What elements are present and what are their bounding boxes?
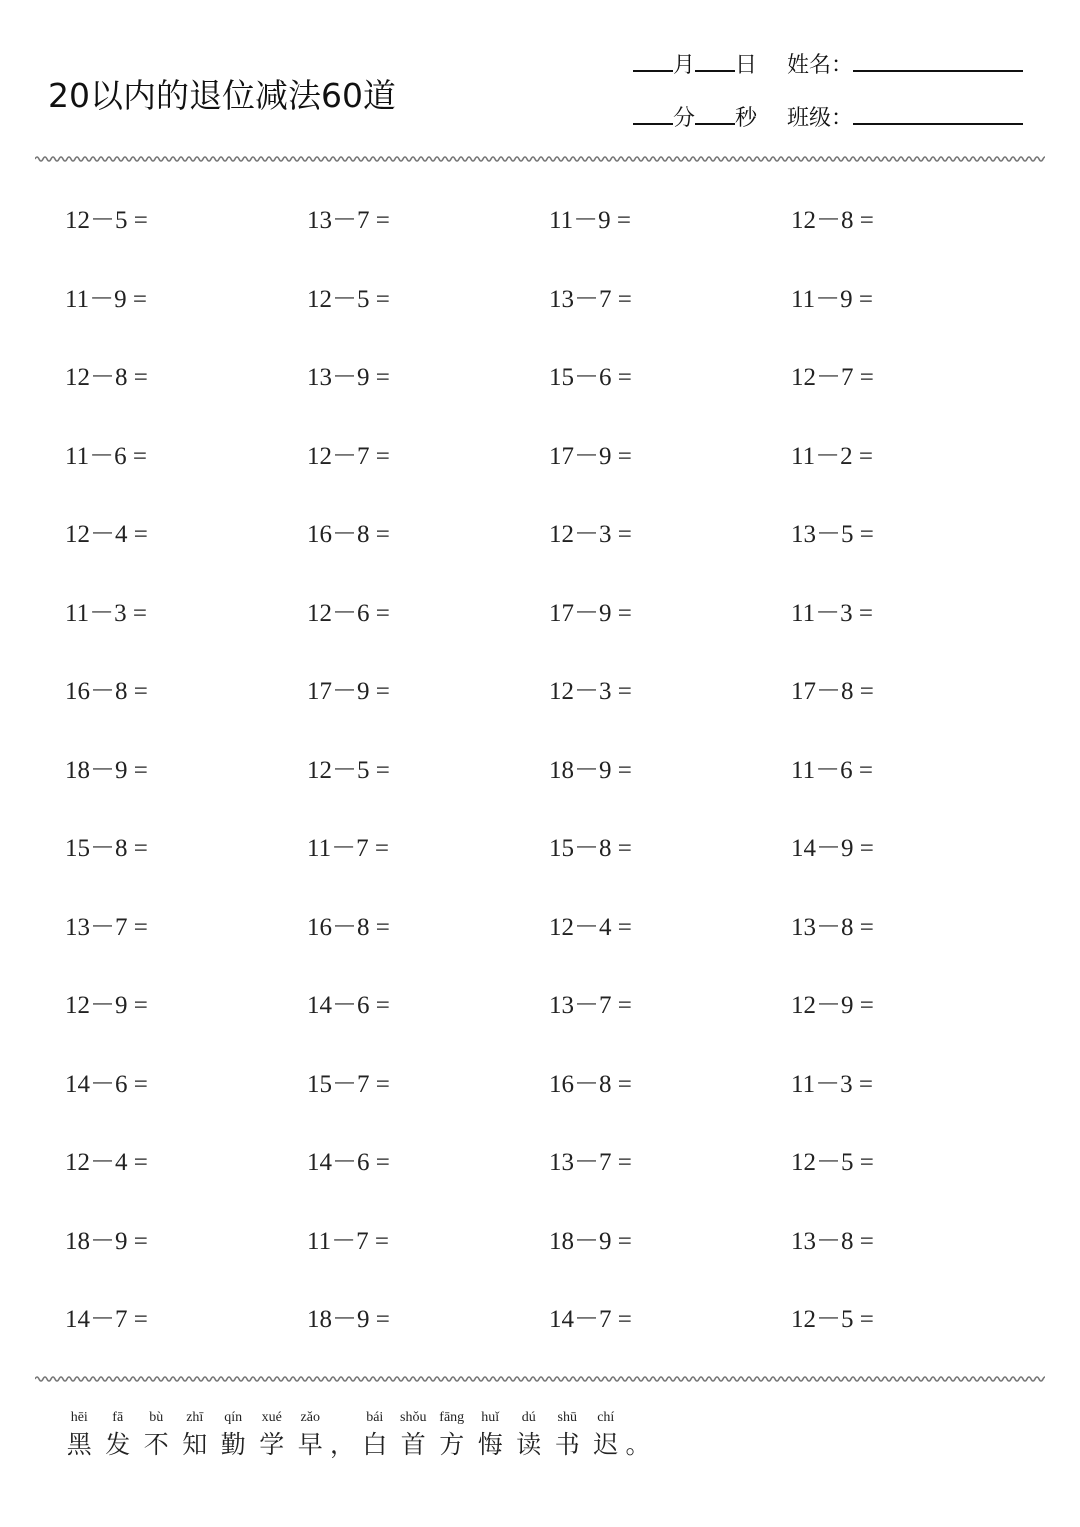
problem-cell: 13－8 = [791, 913, 874, 941]
proverb-char [548, 1410, 587, 1462]
problem-cell: 12－4 = [65, 1149, 148, 1176]
problem-cell: 16－8 = [307, 521, 390, 548]
proverb-char [99, 1410, 138, 1462]
problem-cell: 12－8 = [65, 364, 148, 391]
problem-cell: 15－8 = [549, 835, 632, 862]
hanzi-char: 。 [625, 1430, 651, 1459]
problem-cell: 18－9 = [307, 1306, 390, 1333]
problem-cell: 11－7 = [307, 1227, 389, 1255]
hanzi-char: 早 [297, 1430, 323, 1459]
hanzi-char: 知 [182, 1430, 208, 1459]
problem-cell: 12－3 = [549, 521, 632, 548]
proverb-char [433, 1410, 472, 1462]
time-class-row [633, 101, 1023, 132]
class-blank[interactable] [853, 101, 1023, 125]
problem-cell: 18－9 = [65, 1227, 148, 1255]
day-blank[interactable] [695, 48, 735, 72]
minute-blank[interactable] [633, 101, 673, 125]
minute-label: 分 [673, 106, 696, 131]
problem-cell: 12－8 = [791, 207, 874, 234]
class-label: 班级： [787, 106, 854, 131]
hanzi-char: ， [329, 1430, 355, 1459]
problem-cell: 14－6 = [307, 992, 390, 1019]
proverb-char [60, 1410, 99, 1462]
hanzi-char: 勤 [220, 1430, 246, 1459]
problem-cell: 12－4 = [65, 521, 148, 548]
hanzi-char: 发 [105, 1430, 131, 1459]
problem-cell: 12－5 = [307, 285, 390, 313]
pinyin-label: bái [366, 1410, 384, 1425]
pinyin-label: hēi [70, 1410, 88, 1425]
problem-cell: 13－8 = [791, 1227, 874, 1255]
problem-cell: 13－7 = [549, 1149, 632, 1176]
hanzi-char: 学 [259, 1430, 285, 1459]
problem-cell: 17－9 = [307, 678, 390, 705]
problem-cell: 16－8 = [549, 1070, 632, 1098]
problem-cell: 11－6 = [791, 756, 873, 784]
problem-cell: 13－7 = [549, 992, 632, 1019]
problem-cell: 16－8 = [307, 913, 390, 941]
problem-cell: 13－9 = [307, 364, 390, 391]
pinyin-label: huǐ [481, 1410, 500, 1425]
problem-cell: 16－8 = [65, 678, 148, 705]
pinyin-label: dú [521, 1410, 536, 1425]
pinyin-label: bù [149, 1410, 164, 1425]
proverb-char [587, 1410, 626, 1462]
proverb-char [214, 1410, 253, 1462]
problem-cell: 14－6 = [65, 1070, 148, 1098]
pinyin-label: fā [112, 1410, 124, 1425]
problem-cell: 12－5 = [791, 1149, 874, 1176]
wavy-divider-top [35, 154, 1045, 164]
problem-cell: 11－6 = [65, 442, 147, 470]
proverb-char [291, 1410, 330, 1462]
problem-cell: 12－9 = [791, 992, 874, 1019]
pinyin-label: shǒu [400, 1410, 427, 1425]
problem-cell: 11－9 = [549, 207, 631, 234]
problem-cell: 12－9 = [65, 992, 148, 1019]
problem-cell: 14－7 = [65, 1306, 148, 1333]
pinyin-label: zhī [186, 1410, 204, 1425]
problem-cell: 12－5 = [307, 756, 390, 784]
problem-cell: 14－7 = [549, 1306, 632, 1333]
problem-cell: 18－9 = [549, 756, 632, 784]
problem-cell: 13－7 = [549, 285, 632, 313]
problem-cell: 14－9 = [791, 835, 874, 862]
pinyin-label: chí [597, 1410, 615, 1425]
proverb-char [330, 1410, 356, 1462]
hanzi-char: 首 [400, 1430, 426, 1459]
problem-cell: 12－5 = [65, 207, 148, 234]
pinyin-label: fāng [439, 1410, 465, 1425]
problem-cell: 13－7 = [65, 913, 148, 941]
second-blank[interactable] [695, 101, 735, 125]
problem-cell: 15－6 = [549, 364, 632, 391]
hanzi-char: 书 [554, 1430, 580, 1459]
proverb-char [253, 1410, 292, 1462]
problem-cell: 18－9 = [549, 1227, 632, 1255]
wavy-divider-bottom [35, 1374, 1045, 1384]
problem-cell: 13－5 = [791, 521, 874, 548]
problem-cell: 17－9 = [549, 442, 632, 470]
problem-cell: 13－7 = [307, 207, 390, 234]
problem-cell: 14－6 = [307, 1149, 390, 1176]
name-blank[interactable] [853, 48, 1023, 72]
proverb-char [356, 1410, 395, 1462]
problem-cell: 12－3 = [549, 678, 632, 705]
proverb-char [471, 1410, 510, 1462]
hanzi-char: 迟 [593, 1430, 619, 1459]
problem-cell: 12－7 = [791, 364, 874, 391]
proverb-char [510, 1410, 549, 1462]
month-blank[interactable] [633, 48, 673, 72]
day-label: 日 [735, 53, 758, 78]
pinyin-label: qín [224, 1410, 243, 1425]
proverb-char [176, 1410, 215, 1462]
problem-cell: 12－6 = [307, 599, 390, 627]
problem-cell: 18－9 = [65, 756, 148, 784]
problem-cell: 11－3 = [791, 599, 873, 627]
pinyin-label: shū [557, 1410, 577, 1425]
date-name-row [633, 48, 1023, 79]
hanzi-char: 方 [439, 1430, 465, 1459]
pinyin-label: zǎo [300, 1410, 320, 1425]
proverb-char [625, 1410, 651, 1462]
problem-cell: 12－7 = [307, 442, 390, 470]
hanzi-char: 悔 [477, 1430, 503, 1459]
problem-cell: 17－9 = [549, 599, 632, 627]
proverb-char [137, 1410, 176, 1462]
problem-cell: 11－3 = [65, 599, 147, 627]
problem-cell: 12－4 = [549, 913, 632, 941]
second-label: 秒 [735, 106, 758, 131]
worksheet-title: 20以内的退位减法60道 [48, 76, 396, 115]
problem-cell: 12－5 = [791, 1306, 874, 1333]
pinyin-label: xué [261, 1410, 282, 1425]
hanzi-char: 白 [362, 1430, 388, 1459]
hanzi-char: 不 [143, 1430, 169, 1459]
name-label: 姓名： [787, 53, 854, 78]
hanzi-char: 黑 [66, 1430, 92, 1459]
proverb-char [394, 1410, 433, 1462]
problem-cell: 17－8 = [791, 678, 874, 705]
hanzi-char: 读 [516, 1430, 542, 1459]
problem-cell: 11－3 = [791, 1070, 873, 1098]
problem-cell: 11－9 = [65, 285, 147, 313]
month-label: 月 [673, 53, 696, 78]
problem-cell: 11－7 = [307, 835, 389, 862]
problem-cell: 15－8 = [65, 835, 148, 862]
problem-cell: 11－2 = [791, 442, 873, 470]
proverb-footer [60, 1410, 651, 1462]
problem-cell: 11－9 = [791, 285, 873, 313]
problem-cell: 15－7 = [307, 1070, 390, 1098]
